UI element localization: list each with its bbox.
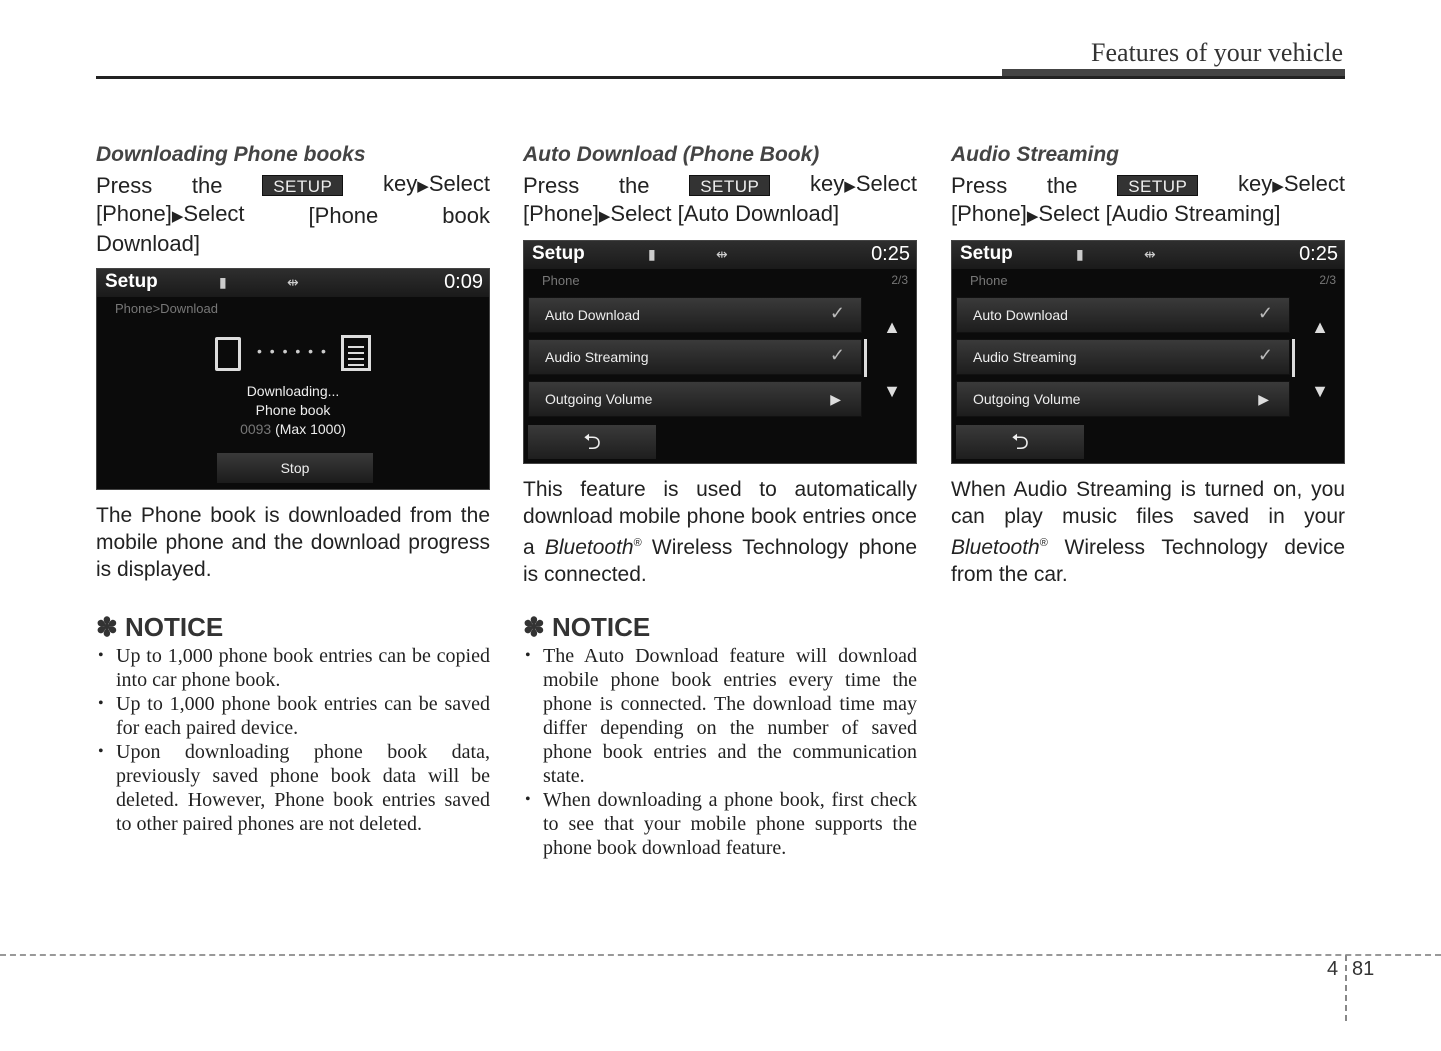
screen-clock: 0:25: [1299, 243, 1338, 265]
arrow-right-icon: ▶: [844, 178, 856, 195]
arrow-right-icon: ▶: [1258, 391, 1269, 407]
setup-key-icon: SETUP: [689, 175, 770, 196]
column-audio-streaming: [951, 140, 1345, 230]
instruction: Press the SETUP key▶Select [Phone]▶Select [Audio Streaming]: [951, 171, 1345, 226]
checkmark-icon: ✓: [1257, 345, 1273, 365]
download-target: Phone book: [255, 402, 331, 418]
scroll-down-button[interactable]: ▼: [883, 381, 901, 401]
arrow-right-icon: ▶: [1026, 208, 1039, 225]
instruction: Press the SETUP key▶Select [Phone]▶Select [Auto Download]: [523, 171, 917, 226]
scroll-down-button[interactable]: ▼: [1311, 381, 1329, 401]
menu-item-audio-streaming[interactable]: Audio Streaming ✓: [528, 339, 862, 375]
page-indicator: 2/3: [891, 273, 908, 287]
col1-body-text: The Phone book is downloaded from the mobile phone and the download progress is displayed.: [96, 504, 490, 581]
notice-item: • The Auto Download feature will download mobile phone book entries every time the phone is connected. The download time may differ depending on the number of saved phone book entries and the communication state.: [523, 644, 917, 788]
section-number: 4: [1327, 958, 1339, 980]
section-title: Downloading Phone books: [96, 143, 366, 166]
screen-clock: 0:25: [871, 243, 910, 265]
bluetooth-icon: ▮: [1076, 246, 1084, 262]
scroll-up-button[interactable]: ▲: [1311, 317, 1329, 337]
download-screen: [96, 268, 490, 490]
usb-icon: ⇹: [287, 274, 299, 290]
download-status: Downloading...: [246, 383, 340, 399]
phonebook-document-icon: [341, 335, 371, 371]
arrow-right-icon: ▶: [417, 178, 429, 195]
screen-breadcrumb: Phone>Download: [115, 301, 218, 316]
notice-item: • When downloading a phone book, first check to see that your mobile phone supports the phone book download feature.: [523, 788, 917, 860]
screen-title: Setup: [532, 243, 585, 264]
phone-setup-screen: [523, 240, 917, 464]
phone-setup-screen: [951, 240, 1345, 464]
page-indicator: 2/3: [1319, 273, 1336, 287]
section-title: Audio Streaming: [951, 143, 1120, 166]
column-auto-download: [523, 140, 917, 230]
footer-rule: [0, 954, 1441, 956]
notice-item: • Up to 1,000 phone book entries can be copied into car phone book.: [96, 644, 490, 692]
back-button[interactable]: ⮌: [528, 425, 656, 459]
menu-item-outgoing-volume[interactable]: Outgoing Volume ▶: [528, 381, 862, 417]
screen-clock: 0:09: [444, 271, 483, 293]
instruction: Press the SETUP key▶Select [Phone]▶Select [Phone book Download]: [96, 171, 490, 256]
checkmark-icon: ✓: [829, 303, 845, 323]
notice-list: [523, 644, 917, 860]
checkmark-icon: ✓: [1257, 303, 1273, 323]
scrollbar[interactable]: [1292, 339, 1295, 377]
transfer-dots: • • • • • •: [257, 343, 328, 359]
section-title: Auto Download (Phone Book): [523, 143, 820, 166]
header-rule: [96, 76, 1345, 79]
notice-heading: ✽ NOTICE: [523, 612, 651, 642]
screen-breadcrumb: Phone: [970, 273, 1008, 288]
bluetooth-icon: ▮: [648, 246, 656, 262]
arrow-right-icon: ▶: [171, 208, 184, 225]
phone-status-icon: ▮: [219, 274, 227, 290]
arrow-right-icon: ▶: [598, 208, 611, 225]
col3-body-text: When Audio Streaming is turned on, you can play music files saved in your Bluetooth® Wireless Technology device from the car.: [951, 478, 1345, 586]
screen-breadcrumb: Phone: [542, 273, 580, 288]
page-number-divider: [1345, 955, 1347, 1021]
back-button[interactable]: ⮌: [956, 425, 1084, 459]
setup-key-icon: SETUP: [262, 175, 343, 196]
scrollbar[interactable]: [864, 339, 867, 377]
scroll-up-button[interactable]: ▲: [883, 317, 901, 337]
menu-item-audio-streaming[interactable]: Audio Streaming ✓: [956, 339, 1290, 375]
menu-item-auto-download[interactable]: Auto Download ✓: [528, 297, 862, 333]
screen-header: [524, 241, 916, 269]
page-number: 81: [1352, 958, 1375, 980]
screen-title: Setup: [105, 271, 158, 292]
screen-header: [97, 269, 489, 297]
stop-button[interactable]: Stop: [217, 453, 373, 483]
notice-heading: ✽ NOTICE: [96, 612, 224, 642]
menu-item-outgoing-volume[interactable]: Outgoing Volume ▶: [956, 381, 1290, 417]
setup-key-icon: SETUP: [1117, 175, 1198, 196]
screen-header: [952, 241, 1344, 269]
usb-icon: ⇹: [1144, 246, 1156, 262]
notice-list: [96, 644, 490, 836]
checkmark-icon: ✓: [829, 345, 845, 365]
menu-item-auto-download[interactable]: Auto Download ✓: [956, 297, 1290, 333]
page-header-title: Features of your vehicle: [1091, 38, 1343, 67]
col2-body-text: This feature is used to automatically download mobile phone book entries once a Bluetooth® Wireless Technology phone is connected.: [523, 478, 918, 586]
column-downloading-phone-books: [96, 140, 490, 257]
arrow-right-icon: ▶: [830, 391, 841, 407]
mobile-phone-icon: [215, 337, 241, 371]
usb-icon: ⇹: [716, 246, 728, 262]
notice-item: • Up to 1,000 phone book entries can be saved for each paired device.: [96, 692, 490, 740]
arrow-right-icon: ▶: [1272, 178, 1284, 195]
download-count: 0093 (Max 1000): [240, 421, 346, 437]
notice-item: • Upon downloading phone book data, previously saved phone book data will be deleted. However, Phone book entries saved to other paired phones are not deleted.: [96, 740, 490, 836]
screen-title: Setup: [960, 243, 1013, 264]
